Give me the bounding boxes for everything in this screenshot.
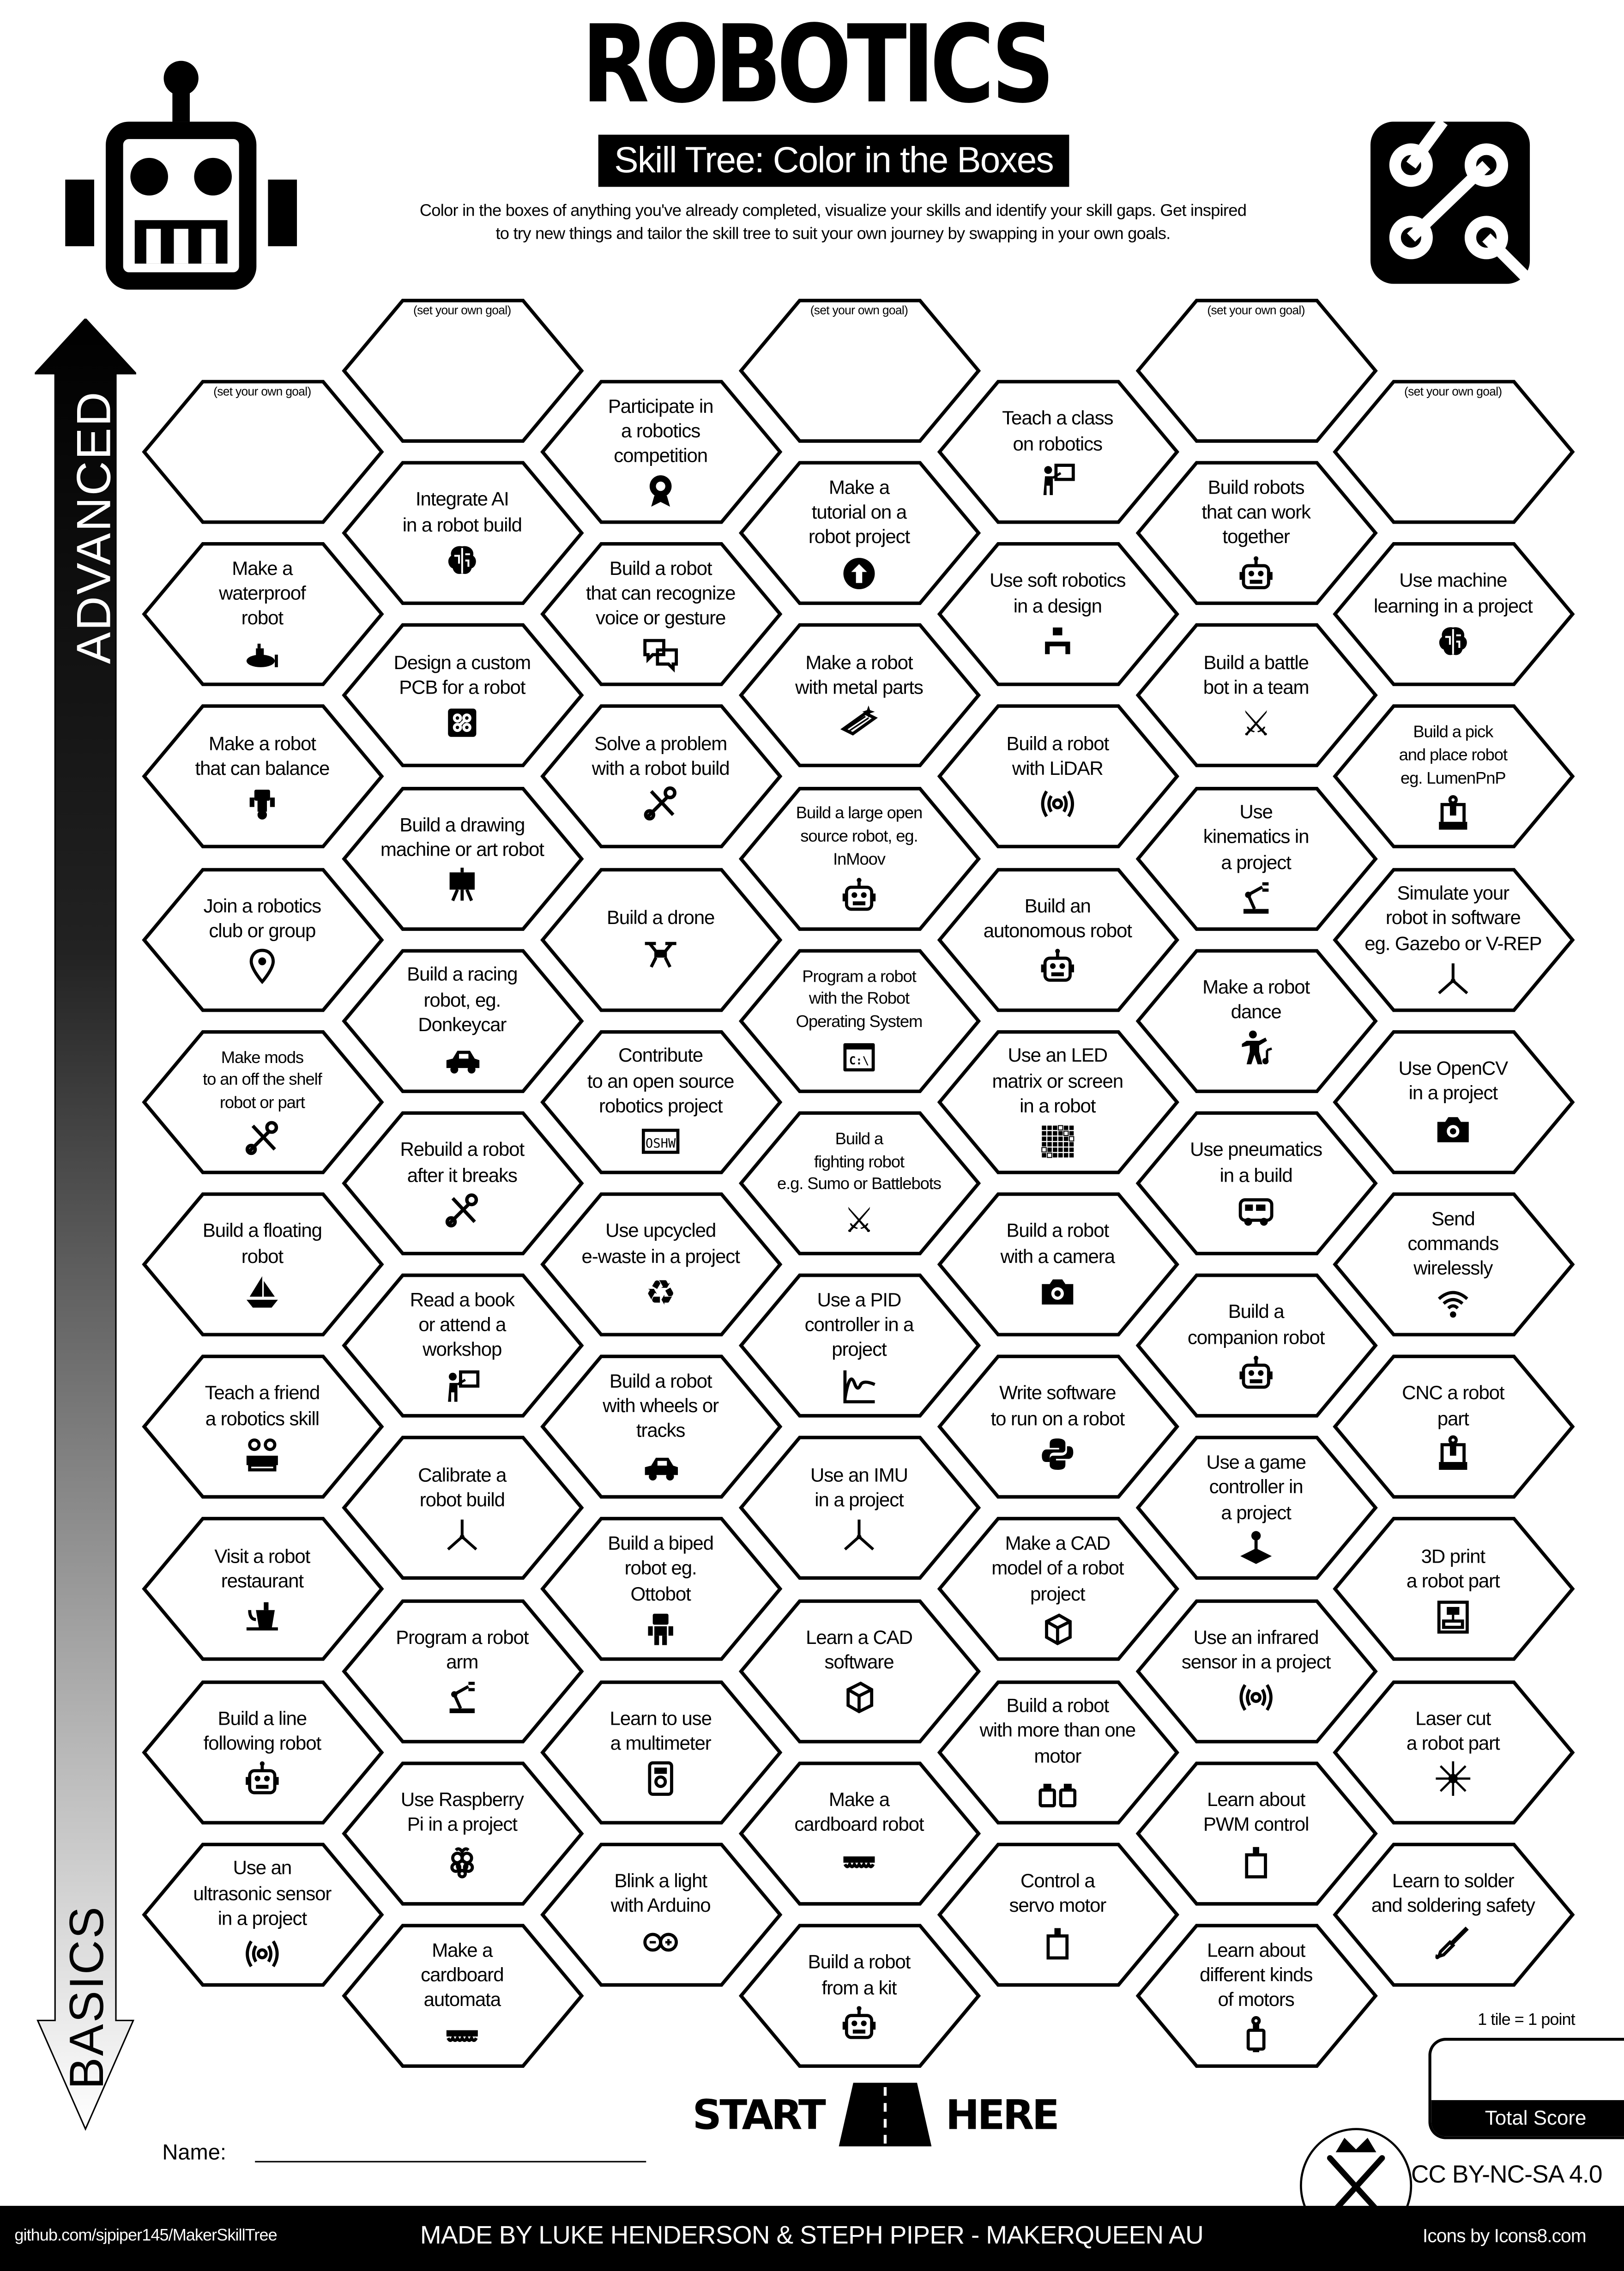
skill-label: Build a biped robot eg. Ottobot <box>608 1532 713 1604</box>
people-icon <box>243 1435 281 1473</box>
easel-icon <box>443 867 481 905</box>
goal-placeholder: (set your own goal) <box>213 384 311 399</box>
robot-icon <box>840 2004 878 2042</box>
credits-text: MADE BY LUKE HENDERSON & STEPH PIPER - MAKERQUEEN AU <box>420 2220 1204 2249</box>
tools-icon <box>443 1192 481 1230</box>
skill-label: Program a robot arm <box>396 1626 529 1673</box>
here-label: HERE <box>945 2090 1058 2139</box>
raspberry-pi-icon <box>443 1842 481 1879</box>
motor-icon <box>1237 2017 1275 2054</box>
cnc-icon <box>1434 795 1472 833</box>
goal-placeholder: (set your own goal) <box>1207 302 1305 317</box>
start-label: START <box>692 2090 824 2139</box>
teacher-icon <box>443 1367 481 1405</box>
skill-tile[interactable] <box>1332 542 1574 687</box>
instructions-text: Color in the boxes of anything you've already completed, visualize your skills and identify your skill gaps. Get inspired to try new things and tailor the skill tree to suit your own journey by swapping in your own goals. <box>419 201 1247 243</box>
skill-label: Solve a problem with a robot build <box>592 732 730 779</box>
skill-label: Build a robot with LiDAR <box>1006 732 1109 779</box>
3d-printer-icon <box>1434 1598 1472 1636</box>
skill-label: Join a robotics club or group <box>203 894 321 942</box>
robot-icon <box>1237 1354 1275 1392</box>
skill-label: Make a robot with metal parts <box>795 651 923 698</box>
skill-label: Build a pick and place robot eg. LumenPnP <box>1399 723 1507 788</box>
skill-label: Use an infrared sensor in a project <box>1181 1626 1331 1673</box>
skill-tile[interactable] <box>1332 1029 1574 1174</box>
skill-label: Learn to use a multimeter <box>610 1707 712 1754</box>
skill-label: Build a floating robot <box>202 1220 322 1267</box>
skill-label: Make a waterproof robot <box>219 557 306 629</box>
skill-label: Make a cardboard automata <box>421 1939 504 2011</box>
skill-label: Design a custom PCB for a robot <box>393 651 531 698</box>
skill-label: Build robots that can work together <box>1201 476 1310 548</box>
start-here-marker <box>693 2083 1057 2146</box>
skill-label: Simulate your robot in software eg. Gazebo or V-REP <box>1364 882 1542 954</box>
skill-label: Learn about different kinds of motors <box>1199 1939 1313 2011</box>
signal-icon <box>1237 1679 1275 1717</box>
svg-text:♻: ♻ <box>645 1273 676 1311</box>
skill-label: Make a tutorial on a robot project <box>808 476 910 548</box>
car-icon <box>443 1042 481 1080</box>
hexagon-outline <box>1332 380 1574 525</box>
tools-icon <box>243 1119 281 1157</box>
svg-text:⚔: ⚔ <box>1240 704 1272 742</box>
brain-icon <box>443 542 481 580</box>
page-title: ROBOTICS <box>581 3 1050 128</box>
license-text: CC BY-NC-SA 4.0 <box>1411 2161 1602 2189</box>
skill-label: Learn about PWM control <box>1203 1788 1309 1836</box>
pcb-icon <box>443 704 481 742</box>
skill-label: Build a robot that can recognize voice or gesture <box>586 557 736 629</box>
skill-label: 3D print a robot part <box>1406 1545 1500 1592</box>
skill-label: Build a battle bot in a team <box>1203 651 1309 698</box>
car-icon <box>642 1448 680 1486</box>
pid-graph-icon <box>840 1367 878 1405</box>
servo-icon <box>1039 1923 1077 1961</box>
skill-label: Use an IMU in a project <box>810 1463 908 1511</box>
skill-tile[interactable] <box>1332 705 1574 850</box>
joystick-icon <box>1237 1529 1275 1567</box>
brain-icon <box>1434 623 1472 661</box>
skill-label: Send commands wirelessly <box>1407 1207 1499 1279</box>
scoring-note: 1 tile = 1 point <box>1478 2011 1575 2029</box>
arrow-up-circle-icon <box>840 554 878 592</box>
restaurant-icon <box>243 1598 281 1636</box>
skill-label: Contribute to an open source robotics project <box>587 1045 734 1117</box>
skill-label: Rebuild a robot after it breaks <box>400 1138 525 1186</box>
dancer-icon <box>1237 1029 1275 1067</box>
imu-icon <box>840 1517 878 1555</box>
goal-placeholder: (set your own goal) <box>1404 384 1502 399</box>
skill-label: Learn a CAD software <box>806 1626 912 1673</box>
github-link[interactable]: github.com/sjpiper145/MakerSkillTree <box>14 2227 277 2245</box>
total-score-box[interactable] <box>1428 2038 1624 2139</box>
name-field[interactable] <box>255 2161 646 2162</box>
robot-arm-icon <box>443 1679 481 1717</box>
balance-robot-icon <box>243 785 281 823</box>
skill-label: CNC a robot part <box>1402 1382 1504 1429</box>
skill-label: Use pneumatics in a build <box>1190 1138 1322 1186</box>
goal-placeholder: (set your own goal) <box>810 302 908 317</box>
skill-tile[interactable] <box>1332 867 1574 1012</box>
skill-label: Teach a friend a robotics skill <box>205 1382 320 1429</box>
skill-label: Make a robot that can balance <box>195 732 330 779</box>
laser-icon <box>1434 1760 1472 1798</box>
robot-icon <box>1237 554 1275 592</box>
skill-label: Use a game controller in a project <box>1206 1451 1306 1523</box>
road-icon <box>839 2083 931 2146</box>
conveyor-icon <box>443 2017 481 2054</box>
svg-text:C:\: C:\ <box>849 1054 869 1067</box>
svg-text:⚔: ⚔ <box>843 1201 875 1239</box>
skill-label: Write software to run on a robot <box>990 1382 1125 1429</box>
skill-label: Use machine learning in a project <box>1373 569 1533 617</box>
skill-label: Use an ultrasonic sensor in a project <box>193 1857 332 1929</box>
advanced-label: ADVANCED <box>66 390 121 664</box>
skill-label: Use a PID controller in a project <box>804 1288 914 1361</box>
skill-label: Make mods to an off the shelf robot or part <box>203 1048 322 1113</box>
gripper-icon <box>1039 623 1077 661</box>
imu-icon <box>1434 960 1472 998</box>
basics-label: BASICS <box>59 1905 113 2090</box>
skill-tile[interactable] <box>1332 1517 1574 1662</box>
python-icon <box>1039 1435 1077 1473</box>
chat-icon <box>642 635 680 673</box>
terminal-icon <box>840 1039 878 1076</box>
circuit-logo-icon <box>1368 121 1533 284</box>
swords-icon <box>1237 704 1275 742</box>
wifi-icon <box>1434 1285 1472 1323</box>
svg-text:OSHW: OSHW <box>645 1136 676 1151</box>
tools-icon <box>642 785 680 823</box>
skill-label: Use soft robotics in a design <box>990 569 1126 617</box>
skill-label: Integrate AI in a robot build <box>402 489 522 536</box>
skill-label: Use Raspberry Pi in a project <box>400 1788 524 1836</box>
skill-label: Use upcycled e-waste in a project <box>581 1220 740 1267</box>
servo-icon <box>1237 1842 1275 1879</box>
skill-label: Build a racing robot, eg. Donkeycar <box>407 963 518 1036</box>
footer-bar <box>0 2206 1624 2271</box>
skill-label: Make a cardboard robot <box>794 1788 924 1836</box>
location-pin-icon <box>243 948 281 985</box>
skill-label: Control a servo motor <box>1009 1870 1106 1917</box>
cube-icon <box>840 1679 878 1717</box>
skill-tile[interactable] <box>1332 1679 1574 1824</box>
skill-label: Build a drawing machine or art robot <box>380 814 544 861</box>
skill-label: Teach a class on robotics <box>1002 407 1113 454</box>
total-score-label: Total Score <box>1431 2100 1624 2136</box>
robot-icon <box>243 1760 281 1798</box>
award-icon <box>642 473 680 511</box>
skill-label: Build a robot with wheels or tracks <box>603 1370 719 1442</box>
multimeter-icon <box>642 1760 680 1798</box>
cnc-icon <box>1434 1435 1472 1473</box>
skill-label: Build a robot with a camera <box>1000 1220 1115 1267</box>
skill-label: Use OpenCV in a project <box>1398 1057 1508 1104</box>
subtitle-banner: Skill Tree: Color in the Boxes <box>598 135 1069 187</box>
skill-label: Make a CAD model of a robot project <box>991 1532 1124 1604</box>
robot-icon <box>1039 948 1077 985</box>
imu-icon <box>443 1517 481 1555</box>
camera-icon <box>1434 1110 1472 1148</box>
skill-label: Build an autonomous robot <box>983 894 1132 942</box>
metal-plate-icon <box>840 704 878 742</box>
skill-label: Build a robot with more than one motor <box>979 1695 1136 1767</box>
skill-label: Build a companion robot <box>1187 1301 1325 1348</box>
biped-icon <box>642 1610 680 1648</box>
skill-tile[interactable] <box>1332 1842 1574 1987</box>
skill-label: Use an LED matrix or screen in a robot <box>992 1045 1123 1117</box>
drone-icon <box>642 935 680 973</box>
skill-label: Build a fighting robot e.g. Sumo or Battlebots <box>777 1129 941 1194</box>
skill-label: Visit a robot restaurant <box>214 1545 310 1592</box>
cube-icon <box>1039 1610 1077 1648</box>
signal-icon <box>243 1935 281 1973</box>
led-matrix-icon <box>1039 1123 1077 1161</box>
skill-label: Read a book or attend a workshop <box>410 1288 514 1361</box>
skill-tile[interactable] <box>1332 1354 1574 1499</box>
bus-icon <box>1237 1192 1275 1230</box>
icons-credit: Icons by Icons8.com <box>1422 2224 1586 2247</box>
sailboat-icon <box>243 1273 281 1311</box>
skill-label: Build a robot from a kit <box>808 1951 911 1998</box>
teacher-icon <box>1039 460 1077 498</box>
skill-label: Make a robot dance <box>1202 976 1310 1023</box>
goal-placeholder: (set your own goal) <box>413 302 511 317</box>
arduino-icon <box>642 1923 680 1961</box>
motors-icon <box>1039 1773 1077 1811</box>
skill-label: Laser cut a robot part <box>1406 1707 1500 1754</box>
skill-label: Build a drone <box>606 907 715 929</box>
camera-icon <box>1039 1273 1077 1311</box>
skill-label: Learn to solder and soldering safety <box>1371 1870 1535 1917</box>
skill-tile[interactable] <box>1332 1192 1574 1337</box>
soldering-iron-icon <box>1434 1923 1472 1961</box>
custom-goal-tile[interactable] <box>1332 380 1574 525</box>
submarine-icon <box>243 635 281 673</box>
skill-label: Build a large open source robot, eg. InMoov <box>796 804 923 869</box>
recycle-icon <box>642 1273 680 1311</box>
robot-icon <box>840 876 878 914</box>
name-label: Name: <box>162 2140 227 2166</box>
signal-icon <box>1039 785 1077 823</box>
oshw-icon <box>642 1123 680 1161</box>
skill-label: Calibrate a robot build <box>418 1463 507 1511</box>
skill-label: Blink a light with Arduino <box>610 1870 711 1917</box>
robot-arm-icon <box>1237 879 1275 917</box>
conveyor-icon <box>840 1842 878 1879</box>
skill-label: Participate in a robotics competition <box>608 394 713 467</box>
skill-label: Program a robot with the Robot Operating System <box>796 966 923 1032</box>
swords-icon <box>840 1201 878 1239</box>
skill-label: Use kinematics in a project <box>1203 801 1309 873</box>
skill-label: Build a line following robot <box>203 1707 321 1754</box>
